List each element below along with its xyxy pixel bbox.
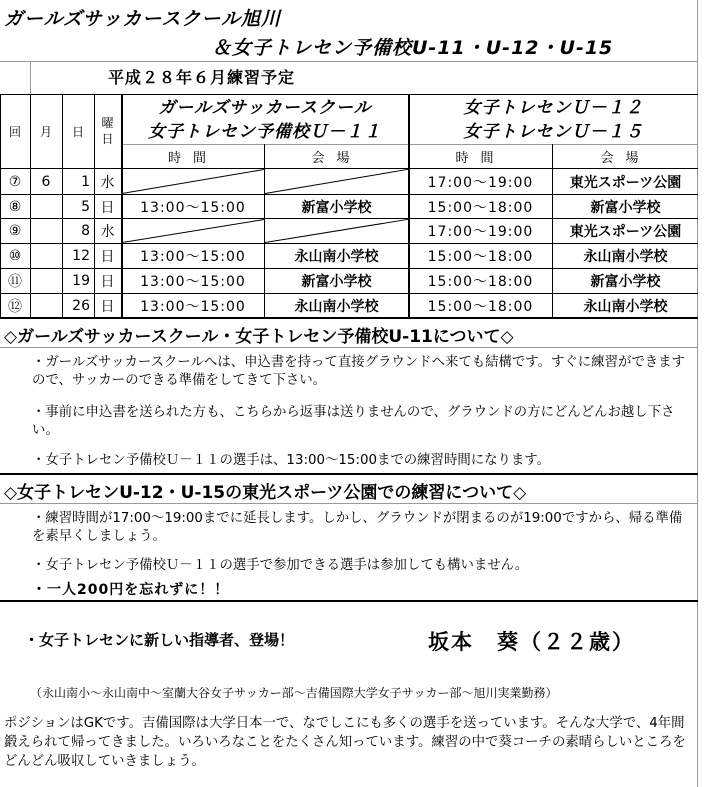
section1-title: ◇ガールズサッカースクール・女子トレセン予備校U-11について◇ <box>4 327 514 347</box>
row-g2-time: 15:00〜18:00 <box>427 249 534 265</box>
section2-title: ◇女子トレセンU-12・U-15の東光スポーツ公園での練習について◇ <box>4 483 527 503</box>
row-weekday: 日 <box>100 249 115 265</box>
row-g2-venue: 新富小学校 <box>590 274 661 290</box>
section-divider <box>0 600 698 602</box>
row-day: 5 <box>81 198 90 215</box>
row-month <box>30 269 62 293</box>
row-month <box>30 244 62 268</box>
section-divider <box>0 347 698 348</box>
section2-fee-note: ・一人200円を忘れずに！！ <box>32 582 230 598</box>
row-month <box>30 294 62 317</box>
row-g2-venue: 新富小学校 <box>590 199 661 216</box>
row-day: 19 <box>72 273 90 289</box>
section2-paragraph: ・女子トレセン予備校Ｕ－１１の選手で参加できる選手は参加しても構いません。 <box>32 558 529 573</box>
row-g2-venue: 東光スポーツ公園 <box>569 224 682 240</box>
section-divider <box>0 503 698 504</box>
row-g2-time: 17:00〜19:00 <box>427 224 534 240</box>
row-g2-time: 15:00〜18:00 <box>427 274 534 290</box>
row-g2-venue: 東光スポーツ公園 <box>569 174 682 191</box>
section-divider <box>0 473 698 475</box>
group1-title-line2: 女子トレセン予備校Ｕ－１１ <box>148 121 382 142</box>
row-weekday: 日 <box>100 298 115 315</box>
group1-title-line1: ガールズサッカースクール <box>158 97 372 118</box>
row-round: ⑨ <box>8 223 22 239</box>
no-practice-slash <box>122 219 264 243</box>
row-g2-time: 15:00〜18:00 <box>427 298 534 315</box>
row-weekday: 日 <box>100 274 115 290</box>
row-day: 26 <box>72 297 90 314</box>
group1-venue-header: 会場 <box>311 151 362 166</box>
row-g1-venue: 新富小学校 <box>301 274 372 290</box>
no-practice-slash <box>122 169 265 194</box>
group2-time-header: 時間 <box>455 151 506 166</box>
row-round: ⑦ <box>8 173 22 190</box>
row-round: ⑧ <box>8 198 22 215</box>
row-g1-time: 13:00〜15:00 <box>140 298 246 315</box>
frame-line <box>0 61 698 62</box>
page-title-line2: ＆女子トレセン予備校U-11・U-12・U-15 <box>212 37 614 59</box>
row-day: 12 <box>72 248 90 264</box>
coach-name: 坂本 葵（２２歳） <box>428 630 635 654</box>
page-title-line1: ガールズサッカースクール旭川 <box>4 8 281 30</box>
no-practice-slash <box>265 169 408 194</box>
col-header-weekday: 曜日 <box>101 116 114 146</box>
row-g1-venue: 永山南小学校 <box>294 249 379 265</box>
section2-paragraph: ・練習時間が17:00〜19:00までに延長します。しかし、グラウンドが閉まるのが19:00ですから、帰る準備を素早くしましょう。 <box>32 511 683 544</box>
col-header-month: 月 <box>39 124 52 139</box>
coach-career: （永山南小〜永山南中〜室蘭大谷女子サッカー部〜吉備国際大学女子サッカー部〜旭川実業勤務） <box>30 686 558 700</box>
row-g2-time: 17:00〜19:00 <box>427 174 534 191</box>
row-g1-time: 13:00〜15:00 <box>140 249 246 265</box>
col-header-round: 回 <box>8 124 21 139</box>
row-round: ⑪ <box>8 274 22 290</box>
section1-paragraph: ・女子トレセン予備校Ｕ－１１の選手は、13:00〜15:00までの練習時間になります。 <box>32 453 550 468</box>
row-weekday: 水 <box>100 224 115 240</box>
row-day: 1 <box>81 173 90 190</box>
coach-description: ポジションはGKです。吉備国際は大学日本一で、なでしこにも多くの選手を送っています。そんな大学で、4年間鍛えられて帰ってきました。いろいろなことをたくさん知っています。練習の中で葵コーチの素晴らしいところをどんどん吸収していきましょう。 <box>4 716 686 769</box>
row-g2-venue: 永山南小学校 <box>583 298 668 315</box>
col-header-day: 日 <box>71 124 84 139</box>
group2-title-line2: 女子トレセンＵ－１５ <box>463 121 644 142</box>
row-g1-time: 13:00〜15:00 <box>140 274 246 290</box>
group1-time-header: 時間 <box>167 151 218 166</box>
row-g2-venue: 永山南小学校 <box>583 249 668 265</box>
row-round: ⑫ <box>8 298 22 315</box>
new-coach-announcement: ・女子トレセンに新しい指導者、登場！ <box>24 631 295 649</box>
row-g2-time: 15:00〜18:00 <box>427 199 534 216</box>
row-g1-time: 13:00〜15:00 <box>140 199 246 216</box>
row-g1-venue: 永山南小学校 <box>294 298 379 315</box>
group2-header <box>409 95 698 144</box>
no-practice-slash <box>265 219 408 243</box>
section1-paragraph: ・ガールズサッカースクールへは、申込書を持って直接グラウンドへ来ても結構です。すぐに練習ができますので、サッカーのできる準備をしてきて下さい。 <box>32 355 685 388</box>
row-month <box>30 195 62 218</box>
row-day: 8 <box>81 223 90 239</box>
frame-line <box>30 61 31 94</box>
group1-header <box>122 95 408 144</box>
schedule-subtitle: 平成２８年６月練習予定 <box>108 68 296 87</box>
row-month <box>30 219 62 243</box>
row-g1-venue: 新富小学校 <box>301 199 372 216</box>
group2-venue-header: 会場 <box>600 151 651 166</box>
group2-title-line1: 女子トレセンＵ－１２ <box>463 97 644 118</box>
row-weekday: 日 <box>100 199 115 216</box>
row-month: 6 <box>41 173 51 190</box>
section1-paragraph: ・事前に申込書を送られた方も、こちらから返事は送りませんので、グラウンドの方にどんどんお越し下さい。 <box>32 405 675 438</box>
row-round: ⑩ <box>8 248 22 264</box>
row-weekday: 水 <box>100 174 115 191</box>
